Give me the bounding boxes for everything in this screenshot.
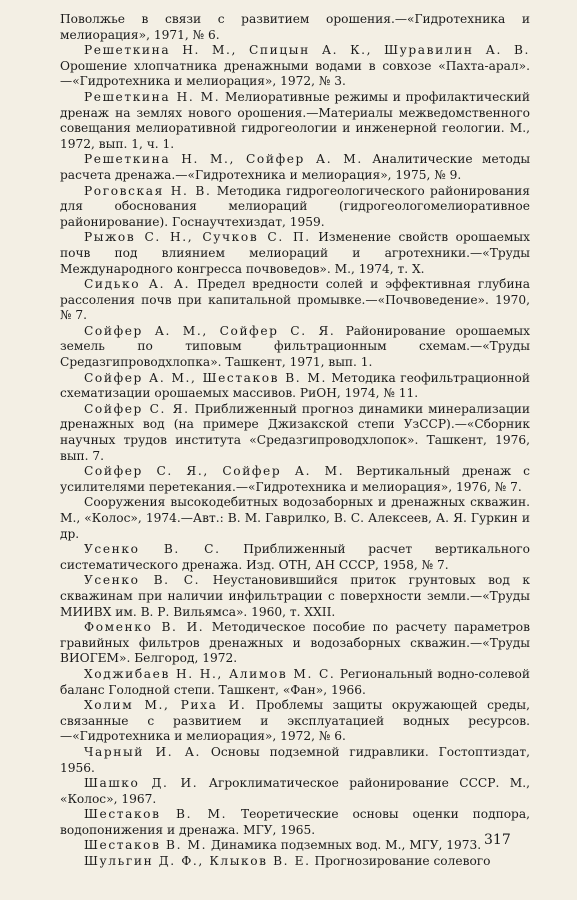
bib-entry-20: Шестаков В. М. Динамика подземных вод. М., МГУ, 1973. [84,838,482,853]
bibliography-text [60,12,530,870]
bib-entry-15: Ходжибаев Н. Н., Алимов М. С. Региональный водно-солевой баланс Голодной степи. Ташкент, «Фан», 1966. [60,666,530,697]
bib-entry-11: Сооружения высокодебитных водозаборных и дренажных скважин. М., «Колос», 1974.—Авт.: В. М. Гаврилко, В. С. Алексеев, А. Я. Гуркин и др. [60,495,530,541]
bib-entry-8: Сойфер А. М., Шестаков В. М. Методика геофильтрационной схематизации орошаемых массивов. РиОН, 1974, № 11. [60,370,530,401]
bib-entry-2: Решеткина Н. М. Мелиоративные режимы и профилактический дренаж на землях нового орошения.—Материалы межведомственного совещания мелиоративной гидрогеологии и инженерной геологии. М., 1972, вып. 1, ч. 1. [60,89,530,151]
bib-entry-10: Сойфер С. Я., Сойфер А. М. Вертикальный дренаж с усилителями перетекания.—«Гидротехника и мелиорация», 1976, № 7. [60,464,530,494]
bib-entry-7: Сойфер А. М., Сойфер С. Я. Районирование орошаемых земель по типовым фильтрационным схемам.—«Труды Средазгипроводхлопка». Ташкент, 1971, вып. 1. [60,323,531,370]
bib-entry-19: Шестаков В. М. Теоретические основы оценки подпора, водопонижения и дренажа. МГУ, 1965. [60,807,530,837]
bib-entry-17: Чарный И. А. Основы подземной гидравлики. Гостоптиздат, 1956. [60,744,531,775]
bib-entry-13: Усенко В. С. Неустановившийся приток грунтовых вод к скважинам при наличии инфильтрации с поверхности земли.—«Труды МИИВХ им. В. Р. Вильямса». 1960, т. XXII. [60,573,531,619]
bib-entry-14: Фоменко В. И. Методическое пособие по расчету параметров гравийных фильтров дренажных и водозаборных скважин.—«Труды ВИОГЕМ». Белгород, 1972. [60,620,531,666]
bib-entry-4: Роговская Н. В. Методика гидрогеологического районирования для обоснования мелиораций (гидрогеологомелиоративное районирование). Госнаучтехиздат, 1959. [60,183,530,229]
bib-entry-5: Рыжов С. Н., Сучков С. П. Изменение свойств орошаемых почв под влиянием мелиораций и агротехники.—«Труды Международного конгресса почвоведов». М., 1974, т. X. [60,230,531,276]
bib-entry-18: Шашко Д. И. Агроклиматическое районирование СССР. М., «Колос», 1967. [60,776,531,806]
bib-entry-1: Решеткина Н. М., Спицын А. К., Шуравилин А. В. Орошение хлопчатника дренажными водами в совхозе «Пахта-арал».—«Гидротехника и мелиорация», 1972, № 3. [60,43,530,89]
bib-entry-12: Усенко В. С. Приближенный расчет вертикального систематического дренажа. Изд. ОТН, АН СССР, 1958, № 7. [60,542,531,572]
bib-entry-0: Поволжье в связи с развитием орошения.—«Гидротехника и мелиорация», 1971, № 6. [60,12,530,42]
bib-entry-3: Решеткина Н. М., Сойфер А. М. Аналитические методы расчета дренажа.—«Гидротехника и мелиорация», 1975, № 9. [60,152,531,182]
bib-entry-9: Сойфер С. Я. Приближенный прогноз динамики минерализации дренажных вод (на примере Джизакской степи УзССР).—«Сборник научных трудов института «Средазгипроводхлопок». Ташкент, 1976, вып. 7. [60,401,531,463]
bib-entry-21: Шульгин Д. Ф., Клыков В. Е. Прогнозирование солевого [84,854,491,869]
page-number: 317 [484,832,511,848]
bib-entry-6: Сидько А. А. Предел вредности солей и эффективная глубина рассоления почв при капитальной промывке.—«Почвоведение». 1970, № 7. [60,277,530,323]
bib-entry-16: Холим М., Риха И. Проблемы защиты окружающей среды, связанные с развитием и эксплуатацией водных ресурсов.—«Гидротехника и мелиорация», 1972, № 6. [60,698,530,744]
